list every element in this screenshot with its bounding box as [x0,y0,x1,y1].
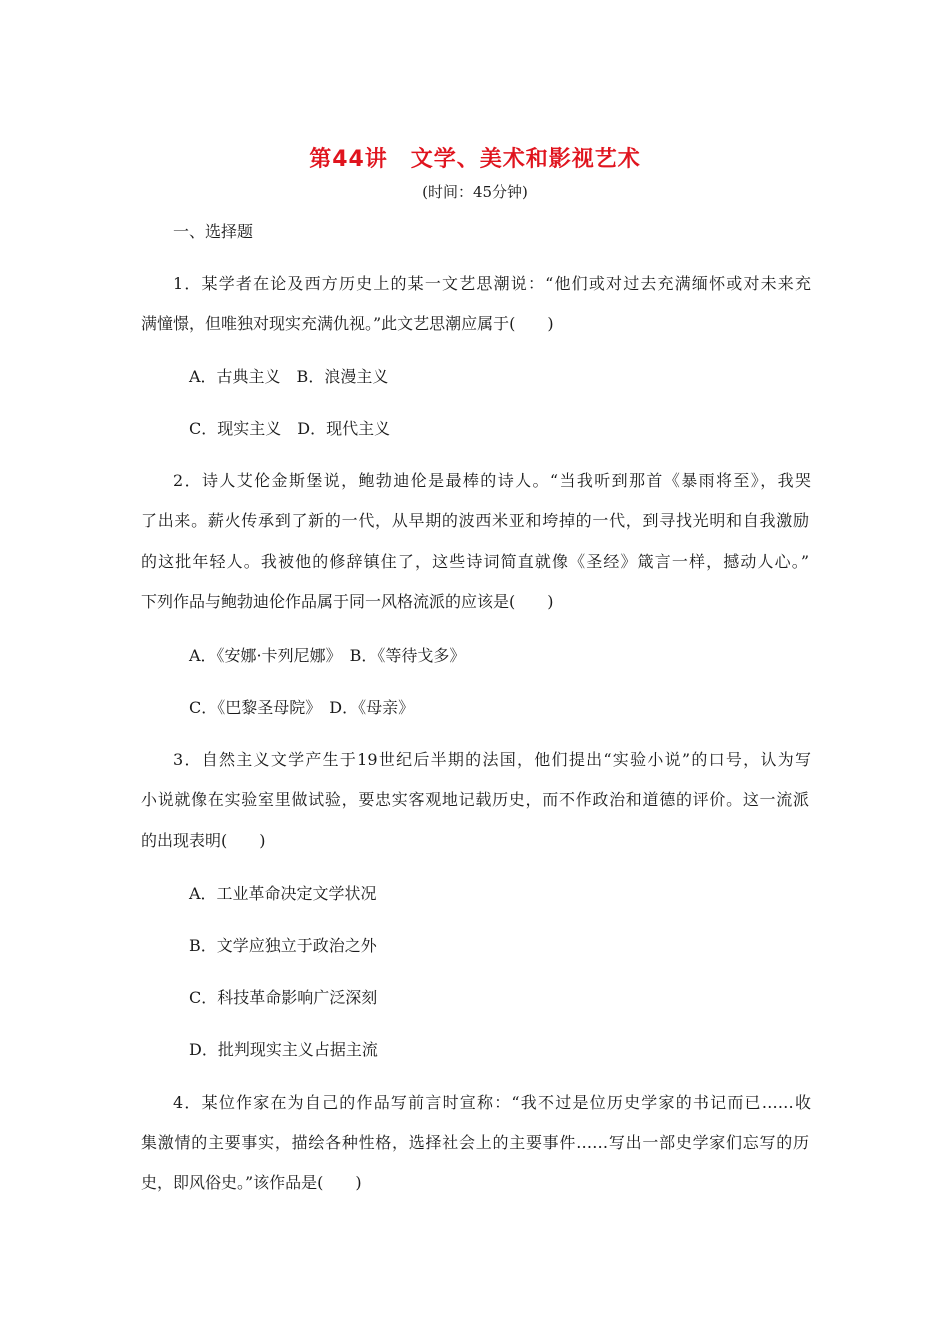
question-1-line-2: 满憧憬，但唯独对现实充满仇视。”此文艺思潮应属于( ) [141,314,554,333]
question-2-option-1: A．《安娜·卡列尼娜》 B．《等待戈多》 [189,646,466,665]
question-2-line-4: 下列作品与鲍勃迪伦作品属于同一风格流派的应该是( ) [141,592,554,611]
question-2-line-3: 的这批年轻人。我被他的修辞镇住了，这些诗词简直就像《圣经》箴言一样，撼动人心。” [141,552,809,571]
question-1-line-1: 1．某学者在论及西方历史上的某一文艺思潮说：“他们或对过去充满缅怀或对未来充 [173,274,811,293]
question-2-line-1: 2．诗人艾伦金斯堡说，鲍勃迪伦是最棒的诗人。“当我听到那首《暴雨将至》，我哭 [173,471,811,490]
time-limit: (时间：45分钟) [422,183,528,201]
question-4-line-2: 集激情的主要事实，描绘各种性格，选择社会上的主要事件……写出一部史学家们忘写的历 [141,1133,809,1152]
question-4-line-1: 4．某位作家在为自己的作品写前言时宣称：“我不过是位历史学家的书记而已……收 [173,1093,811,1112]
question-3-option-4: D．批判现实主义占据主流 [189,1040,378,1059]
question-3-option-1: A．工业革命决定文学状况 [189,884,377,903]
question-2-line-2: 了出来。薪火传承到了新的一代，从早期的波西米亚和垮掉的一代，到寻找光明和自我激励 [141,511,809,530]
question-1-option-1: A．古典主义 B．浪漫主义 [189,367,389,386]
question-2-option-2: C．《巴黎圣母院》 D．《母亲》 [189,698,415,717]
question-1-option-2: C．现实主义 D．现代主义 [189,419,391,438]
question-3-line-1: 3．自然主义文学产生于19世纪后半期的法国，他们提出“实验小说”的口号，认为写 [173,750,811,769]
question-3-option-2: B．文学应独立于政治之外 [189,936,377,955]
question-3-option-3: C．科技革命影响广泛深刻 [189,988,378,1007]
question-3-line-3: 的出现表明( ) [141,831,266,850]
page-title: 第44讲 文学、美术和影视艺术 [309,147,641,172]
question-3-line-2: 小说就像在实验室里做试验，要忠实客观地记载历史，而不作政治和道德的评价。这一流派 [141,790,809,809]
section-heading: 一、选择题 [173,222,254,241]
question-4-line-3: 史，即风俗史。”该作品是( ) [141,1173,362,1192]
